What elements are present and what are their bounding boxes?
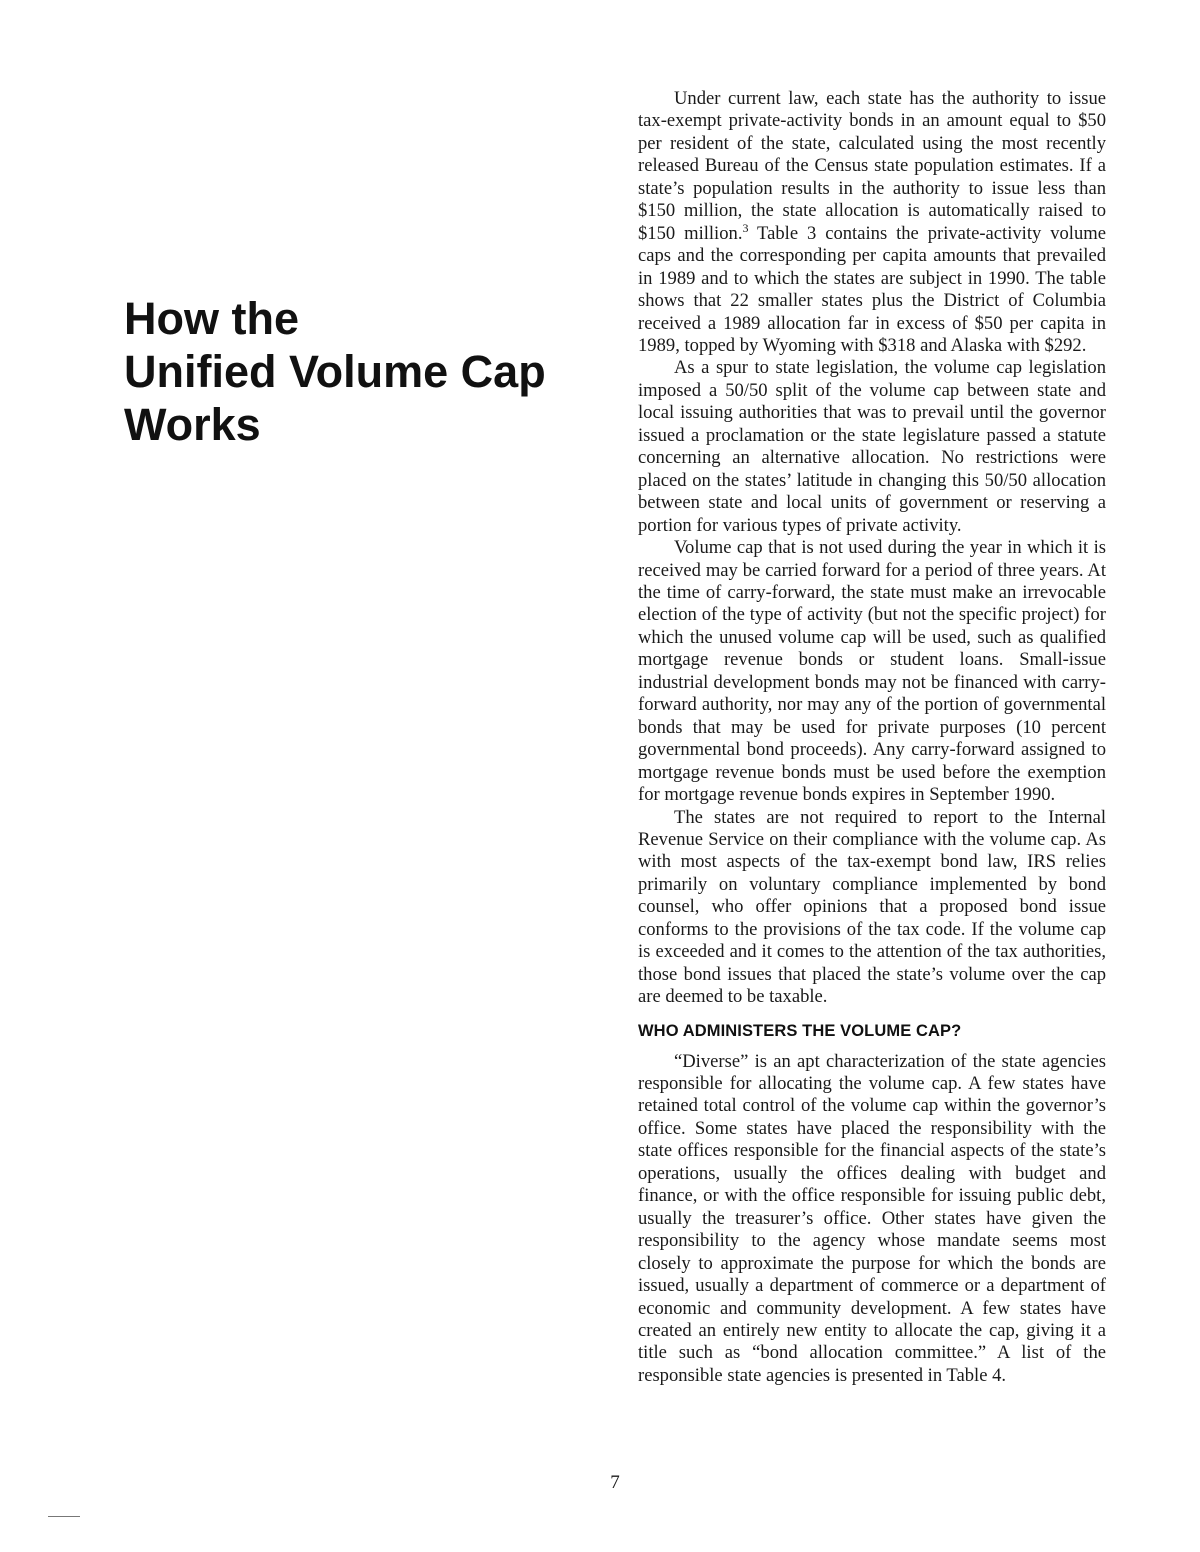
chapter-title-line: How the (124, 293, 299, 344)
body-text-column (638, 88, 1106, 1387)
footnote-reference: 3 (742, 220, 749, 235)
body-paragraph: Volume cap that is not used during the year in which it is received may be carried forward for a period of three years. At the time of carry-forward, the state must make an irrevocable election of the type of activity (but not the specific project) for which the unused volume cap will be used, such as qualified mortgage revenue bonds or student loans. Small-issue industrial development bonds may not be financed with carry-forward authority, nor may any of the portion of governmental bonds that may be used for private purposes (10 percent governmental bond proceeds). Any carry-forward assigned to mortgage revenue bonds must be used before the exemption for mortgage revenue bonds expires in September 1990. (638, 537, 1106, 806)
chapter-title-line: Unified Volume Cap (124, 346, 546, 397)
body-paragraph (638, 88, 1106, 357)
section-heading: WHO ADMINISTERS THE VOLUME CAP? (638, 1021, 962, 1040)
chapter-title-line: Works (124, 399, 261, 450)
body-paragraph: “Diverse” is an apt characterization of the state agencies responsible for allocating the volume cap. A few states have retained total control of the volume cap within the governor’s office. Some states have placed the responsibility with the state offices responsible for the financial aspects of the state’s operations, usually the offices dealing with budget and finance, or with the office responsible for issuing public debt, usually the treasurer’s office. Other states have given the responsibility to the agency whose mandate seems most closely to approximate the purpose for which the bonds are issued, usually a department of commerce or a department of economic and community development. A few states have created an entirely new entity to allocate the cap, giving it a title such as “bond allocation committee.” A list of the responsible state agencies is presented in Table 4. (638, 1050, 1106, 1386)
paragraph-text: Under current law, each state has the authority to issue tax-exempt private-activity bonds in an amount equal to $50 per resident of the state, calculated using the most recently released Bureau of the Census state population estimates. If a state’s population results in the authority to issue less than $150 million, the state allocation is automatically raised to $150 million. (638, 88, 1106, 244)
body-paragraph: The states are not required to report to the Internal Revenue Service on their compliance with the volume cap. As with most aspects of the tax-exempt bond law, IRS relies primarily on voluntary compliance implemented by bond counsel, who offer opinions that a proposed bond issue conforms to the provisions of the tax code. If the volume cap is exceeded and it comes to the attention of the tax authorities, those bond issues that placed the state’s volume over the cap are deemed to be taxable. (638, 806, 1106, 1008)
corner-rule (48, 1516, 80, 1517)
page-number: 7 (610, 1472, 620, 1493)
body-paragraph: As a spur to state legislation, the volume cap legislation imposed a 50/50 split of the volume cap between state and local issuing authorities that was to prevail until the governor issued a proclamation or the state legislature passed a statute concerning an alternative allocation. No restrictions were placed on the states’ latitude in changing this 50/50 allocation between state and local units of government or reserving a portion for various types of private activity. (638, 357, 1106, 536)
chapter-title (124, 292, 594, 451)
paragraph-text: Table 3 contains the private-activity volume caps and the corresponding per capita amounts that prevailed in 1989 and to which the states are subject in 1990. The table shows that 22 smaller states plus the District of Columbia received a 1989 allocation far in excess of $50 per capita in 1989, topped by Wyoming with $318 and Alaska with $292. (638, 222, 1106, 356)
